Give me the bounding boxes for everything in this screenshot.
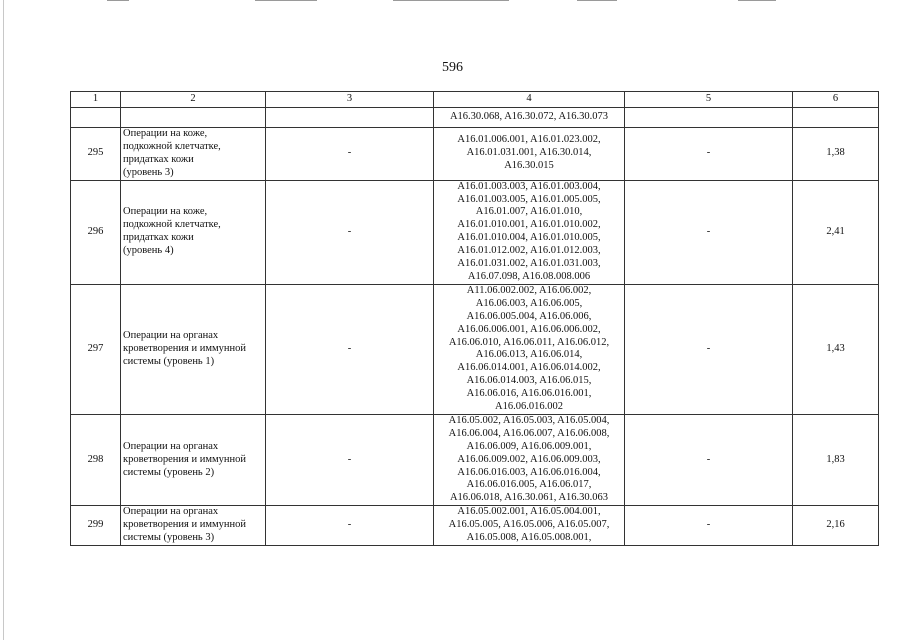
scan-artifact: [577, 0, 617, 1]
coefficient: 1,83: [793, 414, 879, 505]
name-line: Операции на органах: [123, 440, 219, 452]
operation-name: [121, 180, 266, 284]
page-number: 596: [442, 60, 463, 75]
code-line: A16.01.006.001, A16.01.023.002,: [457, 134, 601, 146]
name-line: Операции на коже,: [123, 206, 208, 218]
coefficient: 2,41: [793, 180, 879, 284]
page-left-edge: [3, 0, 4, 640]
code-line: A16.06.018, A16.30.061, A16.30.063: [449, 492, 609, 504]
name-line: Операции на органах: [123, 330, 219, 342]
name-line: Операции на коже,: [123, 128, 208, 139]
table-row: [71, 284, 879, 414]
codes-cell: [434, 128, 625, 181]
continuation-row: [71, 108, 879, 128]
header-cell: 3: [266, 92, 434, 108]
coefficient: 1,43: [793, 284, 879, 414]
code-line: A16.01.003.005, A16.01.005.005,: [457, 193, 601, 205]
col3-value: -: [266, 284, 434, 414]
cell-empty: [793, 108, 879, 128]
name-line: придатках кожи: [123, 232, 194, 244]
col5-value: -: [625, 284, 793, 414]
table-row: [71, 506, 879, 546]
row-number: 299: [71, 506, 121, 546]
code-line: A16.01.031.002, A16.01.031.003,: [457, 258, 601, 270]
row-number: 295: [71, 128, 121, 181]
code-line: A16.06.005.004, A16.06.006,: [466, 310, 592, 322]
name-line: системы (уровень 2): [123, 466, 215, 478]
row-number: 297: [71, 284, 121, 414]
scan-artifact: [738, 0, 776, 1]
name-line: подкожной клетчатке,: [123, 140, 221, 152]
cell-empty: [266, 108, 434, 128]
code-line: A11.06.002.002, A16.06.002,: [466, 284, 592, 296]
col3-value: -: [266, 506, 434, 546]
codes-cell: [434, 506, 625, 546]
name-line: (уровень 4): [123, 245, 174, 257]
code-line: A16.01.012.002, A16.01.012.003,: [457, 245, 601, 257]
cell-empty: [71, 108, 121, 128]
code-line: A16.01.010.004, A16.01.010.005,: [457, 232, 601, 244]
code-line: A16.06.003, A16.06.005,: [475, 297, 583, 309]
code-line: A16.06.004, A16.06.007, A16.06.008,: [448, 427, 610, 439]
name-line: кроветворения и иммунной: [123, 453, 246, 465]
name-line: Операции на органах: [123, 506, 219, 518]
code-line: A16.06.016.002: [495, 401, 563, 413]
code-line: A16.06.009, A16.06.009.001,: [466, 440, 592, 452]
code-line: A16.05.005, A16.05.006, A16.05.007,: [448, 519, 610, 531]
name-line: системы (уровень 1): [123, 355, 215, 367]
scan-artifact: [393, 0, 509, 1]
code-line: A16.06.016.003, A16.06.016.004,: [457, 466, 601, 478]
table-row: [71, 414, 879, 505]
code-line: A16.06.016, A16.06.016.001,: [466, 388, 592, 400]
code-line: A16.06.013, A16.06.014,: [475, 349, 583, 361]
col5-value: -: [625, 414, 793, 505]
code-line: A16.06.016.005, A16.06.017,: [466, 479, 592, 491]
col3-value: -: [266, 180, 434, 284]
table-row: [71, 128, 879, 181]
table-row: [71, 180, 879, 284]
codes-cell: [434, 108, 625, 128]
code-line: A16.05.002.001, A16.05.004.001,: [457, 506, 601, 518]
code-line: A16.30.068, A16.30.072, A16.30.073: [449, 111, 609, 123]
operation-name: [121, 506, 266, 546]
header-cell: 2: [121, 92, 266, 108]
name-line: кроветворения и иммунной: [123, 342, 246, 354]
header-cell: 6: [793, 92, 879, 108]
code-line: A16.06.009.002, A16.06.009.003,: [457, 453, 601, 465]
cell-empty: [121, 108, 266, 128]
header-row: [71, 92, 879, 108]
operation-name: [121, 414, 266, 505]
code-line: A16.05.002, A16.05.003, A16.05.004,: [448, 414, 610, 426]
header-cell: 5: [625, 92, 793, 108]
code-line: A16.05.008, A16.05.008.001,: [466, 532, 592, 544]
codes-cell: [434, 414, 625, 505]
name-line: (уровень 3): [123, 166, 174, 178]
col5-value: -: [625, 128, 793, 181]
codes-cell: [434, 180, 625, 284]
code-line: A16.01.007, A16.01.010,: [475, 206, 583, 218]
code-line: A16.06.006.001, A16.06.006.002,: [457, 323, 601, 335]
name-line: системы (уровень 3): [123, 532, 215, 544]
row-number: 296: [71, 180, 121, 284]
code-line: A16.01.031.001, A16.30.014,: [466, 147, 592, 159]
scan-artifact: [255, 0, 317, 1]
header-cell: 4: [434, 92, 625, 108]
code-line: A16.07.098, A16.08.008.006: [467, 270, 591, 282]
name-line: подкожной клетчатке,: [123, 219, 221, 231]
cell-empty: [625, 108, 793, 128]
code-line: A16.30.015: [504, 160, 554, 172]
col5-value: -: [625, 506, 793, 546]
operation-name: [121, 128, 266, 181]
name-line: кроветворения и иммунной: [123, 519, 246, 531]
header-cell: 1: [71, 92, 121, 108]
operation-name: [121, 284, 266, 414]
code-line: A16.06.014.001, A16.06.014.002,: [457, 362, 601, 374]
code-line: A16.06.010, A16.06.011, A16.06.012,: [448, 336, 610, 348]
coefficient: 1,38: [793, 128, 879, 181]
row-number: 298: [71, 414, 121, 505]
code-line: A16.01.003.003, A16.01.003.004,: [457, 180, 601, 192]
coefficient: 2,16: [793, 506, 879, 546]
scan-artifact: [107, 0, 129, 1]
tariff-table: [70, 91, 879, 546]
name-line: придатках кожи: [123, 153, 194, 165]
col3-value: -: [266, 128, 434, 181]
code-line: A16.01.010.001, A16.01.010.002,: [457, 219, 601, 231]
col5-value: -: [625, 180, 793, 284]
code-line: A16.06.014.003, A16.06.015,: [466, 375, 592, 387]
codes-cell: [434, 284, 625, 414]
col3-value: -: [266, 414, 434, 505]
